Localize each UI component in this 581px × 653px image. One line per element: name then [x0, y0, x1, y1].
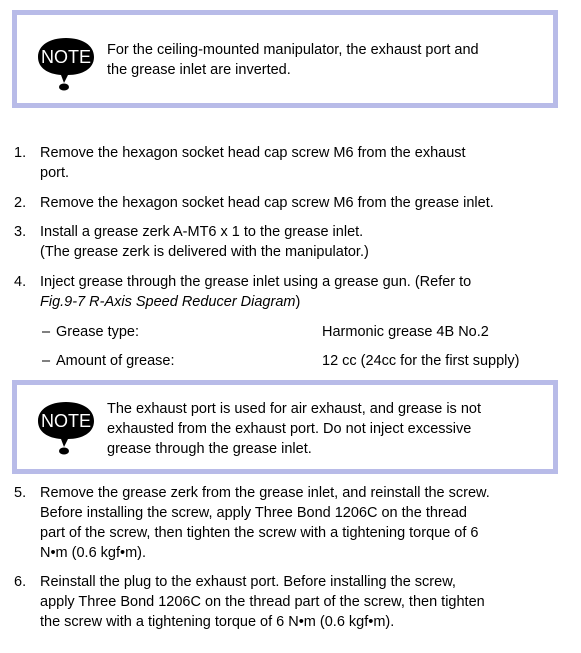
step-number: 1.	[14, 145, 27, 161]
step-6	[14, 572, 570, 632]
step-line: part of the screw, then tighten the screw with a tightening torque of 6	[40, 525, 479, 541]
step-line: (The grease zerk is delivered with the manipulator.)	[40, 244, 369, 260]
step-line: Inject grease through the grease inlet using a grease gun. (Refer to	[40, 274, 472, 290]
spec-value: 12 cc (24cc for the first supply)	[322, 353, 520, 369]
note-line: grease through the grease inlet.	[107, 441, 312, 457]
step-line: apply Three Bond 1206C on the thread part of the screw, then tighten	[40, 594, 485, 610]
step-1	[14, 143, 570, 183]
note-line: exhausted from the exhaust port. Do not inject excessive	[107, 421, 472, 437]
step-number: 3.	[14, 224, 27, 240]
step-text	[40, 143, 570, 183]
spec-value: Harmonic grease 4B No.2	[322, 324, 489, 340]
dash-bullet: –	[42, 353, 51, 369]
note-text	[107, 40, 535, 80]
step-line: Remove the hexagon socket head cap screw M6 from the exhaust	[40, 145, 466, 161]
step-line: Remove the grease zerk from the grease inlet, and reinstall the screw.	[40, 485, 490, 501]
note-line: the grease inlet are inverted.	[107, 62, 291, 78]
step-line	[40, 292, 570, 312]
step-text	[40, 193, 570, 213]
step-5	[14, 483, 570, 563]
figure-reference-link[interactable]: Fig.9-7 R-Axis Speed Reducer Diagram	[40, 294, 296, 310]
dash-bullet: –	[42, 324, 51, 340]
note-box-exhaust	[12, 380, 558, 474]
step-line: the screw with a tightening torque of 6 N•m (0.6 kgf•m).	[40, 614, 395, 630]
spec-label: Grease type:	[56, 324, 140, 340]
note-text	[107, 399, 535, 459]
note-line: The exhaust port is used for air exhaust, and grease is not	[107, 401, 481, 417]
note-icon	[34, 399, 98, 455]
step-line: Reinstall the plug to the exhaust port. Before installing the screw,	[40, 574, 456, 590]
step-text	[40, 572, 570, 632]
note-badge-label: NOTE	[40, 411, 92, 431]
note-icon	[34, 35, 98, 91]
step-line: N•m (0.6 kgf•m).	[40, 545, 147, 561]
step-text	[40, 222, 570, 262]
note-box-ceiling-mount	[12, 10, 558, 108]
step-line: Before installing the screw, apply Three Bond 1206C on the thread	[40, 505, 467, 521]
step-2	[14, 193, 570, 213]
step-number: 2.	[14, 195, 27, 211]
spec-label: Amount of grease:	[56, 353, 175, 369]
note-badge-label: NOTE	[40, 47, 92, 67]
step-3	[14, 222, 570, 262]
closing-paren: )	[295, 294, 301, 310]
step-text	[40, 483, 570, 563]
step-line: Remove the hexagon socket head cap screw M6 from the grease inlet.	[40, 195, 494, 211]
step-number: 5.	[14, 485, 27, 501]
step-line: Install a grease zerk A-MT6 x 1 to the grease inlet.	[40, 224, 364, 240]
step-number: 6.	[14, 574, 27, 590]
step-4	[14, 272, 570, 312]
note-line: For the ceiling-mounted manipulator, the exhaust port and	[107, 42, 479, 58]
step-number: 4.	[14, 274, 27, 290]
step-line: port.	[40, 165, 70, 181]
step-text	[40, 272, 570, 312]
